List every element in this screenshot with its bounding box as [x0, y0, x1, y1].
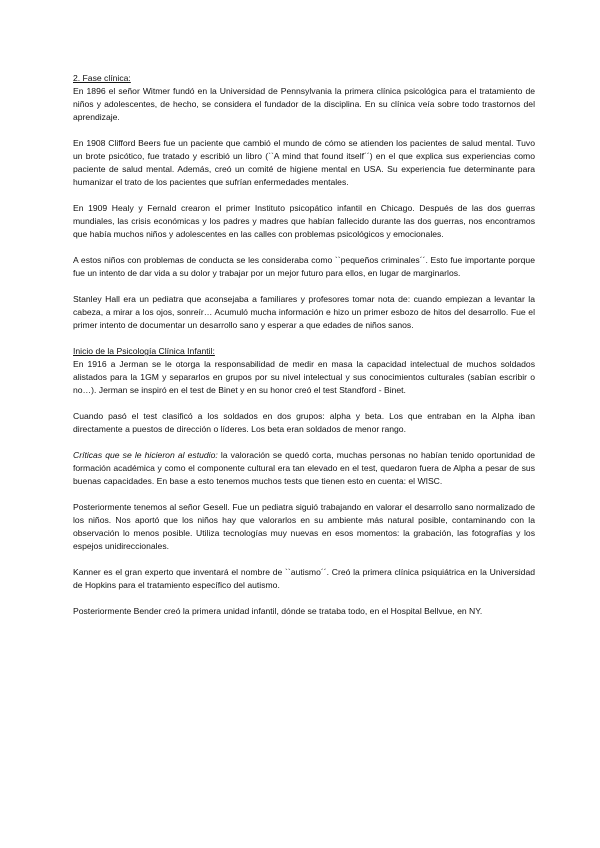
paragraph-beers: En 1908 Clifford Beers fue un paciente que cambió el mundo de cómo se atienden los pacientes de salud mental. Tuvo un brote psicótico, fue tratado y escribió un libro (``A mind that found itself´´) en el que explica sus experiencias como paciente de salud mental. Además, creó un comité de higiene mental en USA. Su experiencia fue determinante para humanizar el trato de los pacientes que sufrían enfermedades mentales.	[73, 138, 535, 187]
paragraph-criticas	[73, 449, 535, 488]
paragraph-kanner: Kanner es el gran experto que inventará el nombre de ``autismo´´. Creó la primera clínica psiquiátrica en la Universidad de Hopkins para el tratamiento específico del autismo.	[73, 567, 535, 590]
paragraph-gesell: Posteriormente tenemos al señor Gesell. Fue un pediatra siguió trabajando en valorar el desarrollo sano normalizado de los niños. Nos aportó que los niños hay que valorarlos en su ambiente más natural posible, contaminando con la observación lo menos posible. Utiliza tecnologías muy nuevas en esos momentos: la grabación, las fotografías y los espejos unidireccionales.	[73, 502, 535, 551]
paragraph-stanley-hall: Stanley Hall era un pediatra que aconsejaba a familiares y profesores tomar nota de: cuando empiezan a levantar la cabeza, a mirar a los ojos, sonreír… Acumuló mucha información e hizo un primer esbozo de hitos del desarrollo. Fue el primer intento de documentar un desarrollo sano y esperar a que edades de niños sanos.	[73, 294, 535, 330]
criticas-text: la valoración se quedó corta, muchas personas no habían tenido oportunidad de formación académica y como el componente cultural era tan elevado en el test, quedaron fuera de Alpha a pesar de sus buenas capacidades. En base a esto tenemos muchos tests que tienen esto en cuenta: el WISC.	[73, 450, 535, 486]
section-heading-fase-clinica: 2. Fase clínica:	[73, 73, 131, 83]
paragraph-bender: Posteriormente Bender creó la primera unidad infantil, dónde se trataba todo, en el Hospital Bellvue, en NY.	[73, 606, 483, 616]
paragraph-pequenos-criminales: A estos niños con problemas de conducta se les consideraba como ``pequeños criminales´´. Esto fue importante porque fue un intento de dar vida a su dolor y trabajar por un mejor futuro para ellos, en lugar de marginarlos.	[73, 255, 535, 278]
paragraph-jerman: En 1916 a Jerman se le otorga la responsabilidad de medir en masa la capacidad intelectual de muchos soldados alistados para la 1GM y separarlos en grupos por su nivel intelectual y sus conocimientos culturales (sabían escribir o no…). Jerman se inspiró en el test de Binet y en su honor creó el test Standford - Binet.	[73, 359, 535, 395]
paragraph-alpha-beta: Cuando pasó el test clasificó a los soldados en dos grupos: alpha y beta. Los que entraban en la Alpha iban directamente a puestos de dirección o líderes. Los beta eran soldados de menor rango.	[73, 411, 535, 434]
criticas-label: Críticas que se le hicieron al estudio:	[73, 450, 218, 460]
section-heading-inicio-psicologia: Inicio de la Psicología Clínica Infantil:	[73, 346, 215, 356]
paragraph-healy-fernald: En 1909 Healy y Fernald crearon el primer Instituto psicopático infantil en Chicago. Después de las dos guerras mundiales, las crisis económicas y los padres y madres que habían fallecido durante las dos guerras, nos encontramos que había muchos niños y adolescentes en las calles con problemas psicológicos y emocionales.	[73, 203, 535, 239]
paragraph-witmer: En 1896 el señor Witmer fundó en la Universidad de Pennsylvania la primera clínica psicológica para el tratamiento de niños y adolescentes, de hecho, se considera el fundador de la disciplina. En su clínica veía sobre todo trastornos del aprendizaje.	[73, 86, 535, 122]
